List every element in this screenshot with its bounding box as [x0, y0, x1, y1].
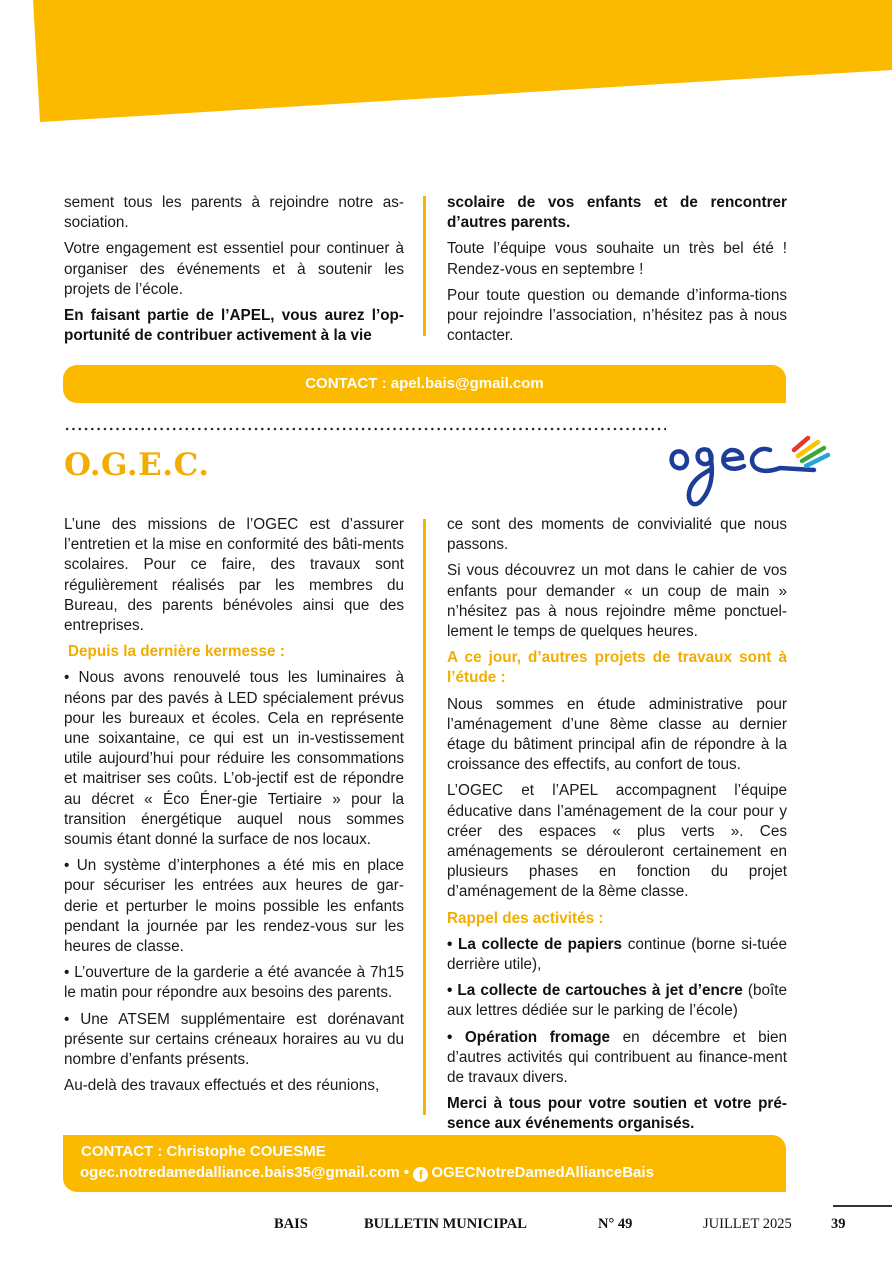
ogec-logo [664, 428, 836, 512]
right-p3: Nous sommes en étude administrative pour l’aménagement d’une 8ème classe au dernier étage du bâtiment principal afin de répondre à la croissance des effectifs, au confort de tous. [447, 695, 787, 774]
apel-right-p3: Pour toute question ou demande d’informa-tions pour rejoindre l’association, n’hésitez pas à nous contacter. [447, 286, 787, 345]
footer-town: BAIS [274, 1216, 308, 1232]
column-divider-ogec [423, 519, 426, 1115]
dotted-separator [64, 427, 666, 431]
apel-left-p3: En faisant partie de l’APEL, vous aurez l’op-portunité de contribuer activement à la vie [64, 307, 404, 345]
ogec-contact-bar [63, 1135, 786, 1192]
ogec-contact-facebook[interactable]: OGECNotreDamedAllianceBais [431, 1164, 654, 1181]
activity-fromage-desc: en décembre et bien d’autres activités qui contribuent au finance-ment de travaux divers. [447, 1028, 787, 1087]
footer-issue: N° 49 [598, 1216, 633, 1232]
footer-rule [833, 1205, 892, 1207]
ogec-contact-line [80, 1164, 654, 1182]
apel-right-column [447, 193, 787, 352]
footer-date: JUILLET 2025 [703, 1216, 792, 1232]
right-p1: ce sont des moments de convivialité que nous passons. [447, 516, 787, 554]
para-au-dela: Au-delà des travaux effectués et des réunions, [64, 1077, 380, 1095]
apel-right-p1: scolaire de vos enfants et de rencontrer d’autres parents. [447, 194, 787, 232]
header-banner [0, 0, 892, 130]
activity-cartouches-title: • La collecte de cartouches à jet d’encre [447, 982, 743, 1000]
ogec-intro: L’une des missions de l’OGEC est d’assurer l’entretien et la mise en conformité des bâti-ments scolaires. Pour ce faire, des travaux sont régulièrement réalisés par les membres du Bureau, des parents bénévoles ainsi que des entreprises. [64, 516, 404, 635]
right-p2: Si vous découvrez un mot dans le cahier de vos enfants pour demander « un coup de main » n’hésitez pas à nous rejoindre même ponctuel-lement le temps de quelques heures. [447, 562, 787, 641]
bullet-luminaires: • Nous avons renouvelé tous les luminaires à néons par des pavés à LED spécialement prévus pour les bureaux et écoles. Cela en représente une soixantaine, ce qui est un in-vestissement utile aujourd’hui pour réduire les consommations et maitriser ses coûts. L’ob-jectif est de répondre au décret « Éco Éner-gie Tertiaire » pour la transition énergétique auquel nous sommes soumis étant donné la surface de nos locaux. [64, 669, 404, 849]
activity-cartouches-desc: (boîte aux lettres dédiée sur le parking de l’école) [447, 982, 787, 1020]
right-p4: L’OGEC et l’APEL accompagnent l’équipe éducative dans l’aménagement de la cour pour y créer des espaces « plus verts ». Ces aménagements se dérouleront certainement en plusieurs phases en fonction du projet d’aménagement de la 8ème classe. [447, 782, 787, 901]
activity-fromage [447, 1028, 787, 1089]
facebook-icon: f [413, 1167, 428, 1182]
ogec-contact-email[interactable]: ogec.notredamedalliance.bais35@gmail.com [80, 1164, 400, 1181]
apel-right-p2: Toute l’équipe vous souhaite un très bel été ! Rendez-vous en septembre ! [447, 240, 787, 278]
ogec-right-column [447, 515, 787, 1141]
ogec-left-column [64, 515, 404, 1102]
bullet-garderie: • L’ouverture de la garderie a été avancée à 7h15 le matin pour répondre aux besoins des parents. [64, 964, 404, 1002]
column-divider [423, 196, 426, 336]
activity-papiers-title: • La collecte de papiers [447, 935, 623, 953]
heading-activites: Rappel des activités : [447, 909, 604, 927]
heading-kermesse: Depuis la dernière kermesse : [68, 643, 285, 661]
activity-papiers-desc: continue (borne si-tuée derrière utile), [447, 935, 787, 974]
footer-page-number: 39 [831, 1216, 846, 1232]
apel-left-p1: sement tous les parents à rejoindre notre as-sociation. [64, 194, 404, 232]
heading-projets: A ce jour, d’autres projets de travaux sont à l’étude : [447, 649, 787, 687]
bullet-atsem: • Une ATSEM supplémentaire est dorénavant présente sur certains créneaux horaires au vu du nombre d’enfants présents. [64, 1010, 404, 1069]
thanks-message: Merci à tous pour votre soutien et votre pré-sence aux événements organisés. [447, 1095, 787, 1133]
ogec-contact-name: CONTACT : Christophe COUESME [81, 1143, 326, 1160]
apel-contact-bar[interactable]: CONTACT : apel.bais@gmail.com [63, 365, 786, 403]
contact-separator: • [399, 1164, 414, 1181]
activity-cartouches [447, 981, 787, 1021]
activity-fromage-title: • Opération fromage [447, 1028, 611, 1046]
section-title: O.G.E.C. [64, 447, 210, 483]
footer-publication: BULLETIN MUNICIPAL [364, 1216, 527, 1232]
bullet-interphones: • Un système d’interphones a été mis en place pour sécuriser les entrées aux heures de gar-derie et perturber le moins possible les enfants pendant la journée par les rendez-vous sur les heures de classe. [64, 857, 404, 956]
activity-papiers [447, 935, 787, 975]
apel-left-column [64, 193, 404, 352]
apel-left-p2: Votre engagement est essentiel pour continuer à organiser des événements et à soutenir les projets de l’école. [64, 240, 404, 298]
